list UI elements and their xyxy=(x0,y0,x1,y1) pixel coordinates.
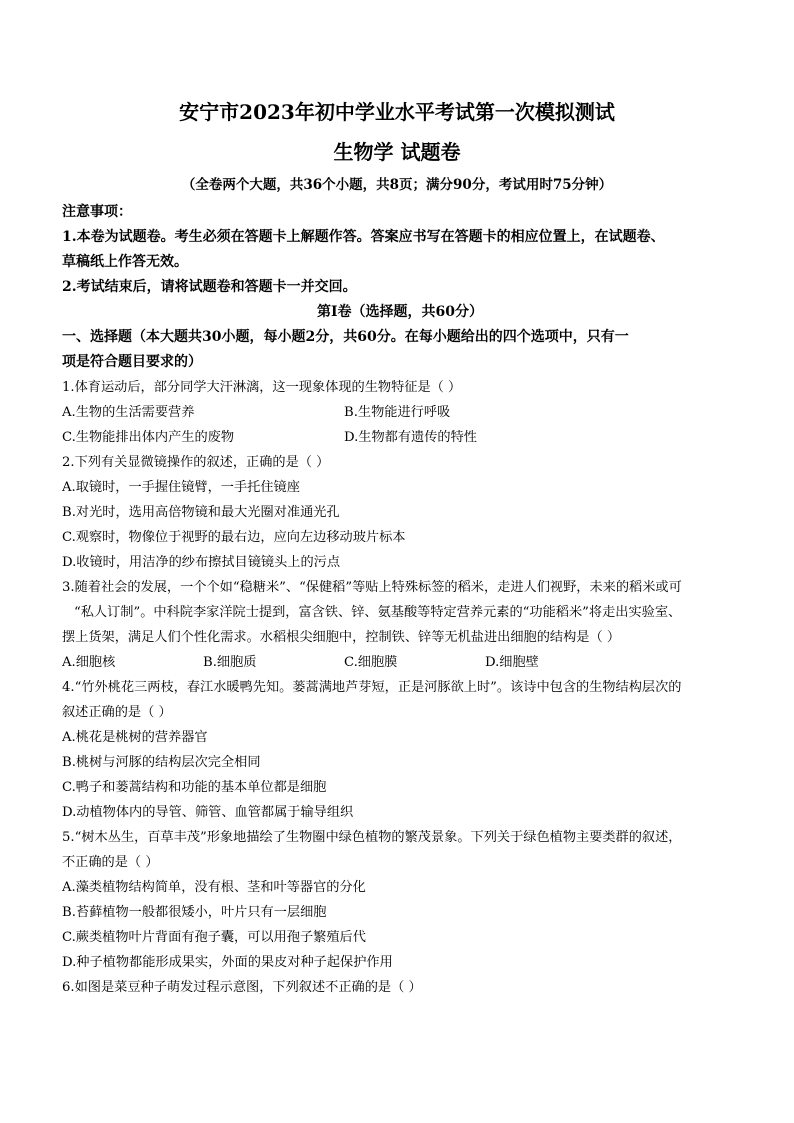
question-3-option-d: D.细胞壁 xyxy=(485,655,539,670)
section-heading: 一、选择题（本大题共30小题，每小题2分，共60分。在每小题给出的四个选项中，只有一 xyxy=(62,329,629,345)
section-heading-cont: 项是符合题目要求的） xyxy=(62,354,202,370)
exam-content xyxy=(62,200,738,1000)
question-4-option-a: A.桃花是桃树的营养器官 xyxy=(62,730,208,745)
question-4-stem-cont: 叙述正确的是（ ） xyxy=(62,705,172,720)
question-5-option-b: B.苔藓植物一般都很矮小，叶片只有一层细胞 xyxy=(62,905,327,920)
question-1-option-c: C.生物能排出体内产生的废物 xyxy=(62,430,235,445)
question-2-option-a: A.取镜时，一手握住镜臂，一手托住镜座 xyxy=(62,480,300,495)
question-5-option-c: C.蕨类植物叶片背面有孢子囊，可以用孢子繁殖后代 xyxy=(62,930,366,945)
question-3-option-a: A.细胞核 xyxy=(62,655,116,670)
question-3-stem-cont: “私人订制”。中科院李家洋院士提到，富含铁、锌、氨基酸等特定营养元素的“功能稻米”将走出实验室、 xyxy=(74,605,682,620)
question-3-option-b: B.细胞质 xyxy=(203,655,257,670)
question-6-stem: 6.如图是菜豆种子萌发过程示意图，下列叙述不正确的是（ ） xyxy=(62,980,422,995)
question-1-stem: 1.体育运动后，部分同学大汗淋漓，这一现象体现的生物特征是（ ） xyxy=(62,380,462,395)
question-3-options xyxy=(62,650,738,675)
question-2-option-c: C.观察时，物像位于视野的最右边，应向左边移动玻片标本 xyxy=(62,530,406,545)
question-4-option-c: C.鸭子和蒌蒿结构和功能的基本单位都是细胞 xyxy=(62,780,327,795)
question-4-option-b: B.桃树与河豚的结构层次完全相同 xyxy=(62,755,261,770)
question-3-stem: 3.随着社会的发展，一个个如“稳糖米”、“保健稻”等贴上特殊标签的稻米，走进人们视野，未来的稻米或可 xyxy=(62,580,682,595)
question-4-option-d: D.动植物体内的导管、筛管、血管都属于输导组织 xyxy=(62,805,354,820)
exam-info: （全卷两个大题，共36个小题，共8页；满分90分，考试用时75分钟） xyxy=(181,177,613,193)
question-1-option-a: A.生物的生活需要营养 xyxy=(62,405,195,420)
question-1-option-d: D.生物都有遗传的特性 xyxy=(344,430,477,445)
exam-title: 安宁市2023年初中学业水平考试第一次模拟测试 xyxy=(179,100,615,124)
question-3-option-c: C.细胞膜 xyxy=(344,655,398,670)
question-1-options-row-2 xyxy=(62,425,738,450)
notice-item-1: 1.本卷为试题卷。考生必须在答题卡上解题作答。答案应书写在答题卡的相应位置上，在试题卷、 xyxy=(62,229,665,245)
question-1-option-b: B.生物能进行呼吸 xyxy=(344,405,451,420)
question-4-stem: 4.“竹外桃花三两枝，春江水暖鸭先知。蒌蒿满地芦芽短，正是河豚欲上时”。该诗中包含的生物结构层次的 xyxy=(62,680,682,695)
question-2-stem: 2.下列有关显微镜操作的叙述，正确的是（ ） xyxy=(62,455,330,470)
question-5-stem-cont: 不正确的是（ ） xyxy=(62,855,159,870)
question-5-option-a: A.藻类植物结构简单，没有根、茎和叶等器官的分化 xyxy=(62,880,366,895)
notice-heading: 注意事项： xyxy=(62,204,132,220)
notice-item-2: 2.考试结束后，请将试题卷和答题卡一并交回。 xyxy=(62,279,357,295)
question-5-option-d: D.种子植物都能形成果实，外面的果皮对种子起保护作用 xyxy=(62,955,393,970)
exam-subtitle: 生物学 试题卷 xyxy=(333,140,461,164)
question-2-option-b: B.对光时，选用高倍物镜和最大光圈对准通光孔 xyxy=(62,505,340,520)
question-2-option-d: D.收镜时，用洁净的纱布擦拭目镜镜头上的污点 xyxy=(62,555,341,570)
question-1-options-row-1 xyxy=(62,400,738,425)
question-3-stem-cont-2: 摆上货架，满足人们个性化需求。水稻根尖细胞中，控制铁、锌等无机盐进出细胞的结构是（ ） xyxy=(62,630,621,645)
notice-item-1-cont: 草稿纸上作答无效。 xyxy=(62,254,188,270)
part1-heading: 第Ⅰ卷（选择题，共60分） xyxy=(316,304,484,320)
question-5-stem: 5.“树木丛生，百草丰茂”形象地描绘了生物圈中绿色植物的繁茂景象。下列关于绿色植物主要类群的叙述， xyxy=(62,830,682,845)
